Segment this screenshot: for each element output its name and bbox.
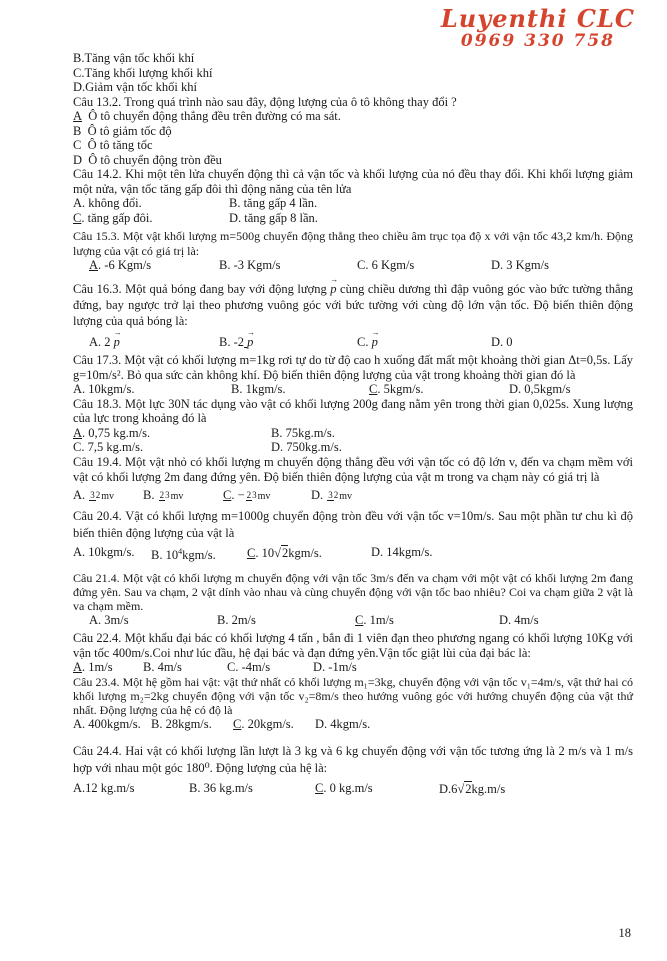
q13-option-a: A Ô tô chuyển động thẳng đều trên đường có ma sát. (73, 109, 341, 123)
q24-option-b: B. 36 kg.m/s (189, 781, 253, 796)
q22-option-b: B. 4m/s (143, 660, 182, 675)
q23-options (73, 717, 633, 732)
q14-option-a: A. không đổi. (73, 196, 142, 210)
q15-option-c: C. 6 Kgm/s (357, 258, 415, 272)
q21-option-c: C. 1m/s (355, 612, 394, 627)
q22-option-a: A. 1m/s (73, 660, 113, 675)
q20-options (73, 542, 633, 563)
question-20-stem: Câu 20.4. Vật có khối lượng m=1000g chuyển động tròn đều với vận tốc v=10m/s. Sau một phần tư chu kì độ biến thiên động lượng của vật là (73, 509, 633, 540)
answer-line: D.Giảm vận tốc khối khí (73, 80, 197, 94)
q20-option-d: D. 14kgm/s. (371, 545, 433, 559)
q18-option-b: B. 75kg.m/s. (271, 425, 335, 440)
q22-option-c: C. -4m/s (227, 660, 271, 675)
q16-options (73, 329, 633, 350)
q15-option-b: B. -3 Kgm/s (219, 258, 281, 272)
q18-options-row1 (73, 426, 633, 441)
q16-option-b: B. -2 → p (219, 335, 357, 350)
q23-option-a: A. 400kgm/s. (73, 716, 141, 731)
q24-option-d: D.6√2kg.m/s (439, 782, 506, 797)
q19-options (73, 486, 633, 505)
question-15-stem: Câu 15.3. Một vật khối lượng m=500g chuyển động thẳng theo chiều âm trục tọa độ x với vận tốc 43,2 km/h. Động lượng của vật có giá trị là: (73, 229, 633, 258)
q18-option-c: C. 7,5 kg.m/s. (73, 440, 144, 454)
q15-option-a: A. -6 Kgm/s (89, 258, 152, 272)
q19-option-a: A. 32mv (73, 487, 115, 502)
q21-option-b: B. 2m/s (217, 612, 256, 627)
q16-option-c: C. → p (357, 335, 491, 350)
q22-options (73, 660, 633, 675)
question-21-stem: Câu 21.4. Một vật có khối lượng m chuyển động với vận tốc 3m/s đến va chạm với một vật có khối lượng 2m đang đứng yên. Sau va chạm, 2 vật dính vào nhau và cùng chuyển động với vận tốc bao nhiêu? Coi va chạm giữa 2 vật là va chạm mềm. (73, 570, 633, 613)
q17-option-c: C. 5kgm/s. (369, 382, 424, 396)
q23-option-d: D. 4kgm/s. (315, 716, 371, 731)
q19-option-c: C. − 23mv (223, 487, 271, 502)
question-18-stem: Câu 18.3. Một lực 30N tác dụng vào vật có khối lượng 200g đang nằm yên trong thời gian 0,025s. Xung lượng của lực trong khoảng đó là (73, 396, 633, 425)
question-23-stem: Câu 23.4. Một hệ gồm hai vật: vật thứ nhất có khối lượng m₁=3kg, chuyển động với vận tốc v₁=4m/s, vật thứ hai có khối lượng m₂=2kg chuyển động với vận tốc v₂=8m/s theo hướng vuông góc với hướng chuyển động của vật thứ nhất. Động lượng của hệ có độ là (73, 674, 633, 717)
q23-option-b: B. 28kgm/s. (151, 716, 212, 731)
q16-option-a: A. 2 → p (89, 335, 219, 350)
q23-option-c: C. 20kgm/s. (233, 716, 294, 731)
momentum-vector: → p (330, 281, 336, 297)
q22-option-d: D. -1m/s (313, 660, 357, 675)
answer-line: B.Tăng vận tốc khối khí (73, 51, 195, 65)
q14-options-row2 (73, 211, 633, 226)
q24-option-a: A.12 kg.m/s (73, 781, 135, 796)
question-24-stem: Câu 24.4. Hai vật có khối lượng lần lượt là 3 kg và 6 kg chuyển động với vận tốc tương ứng là 2 m/s và 1 m/s hợp với nhau một góc 180⁰. Động lượng của hệ là: (73, 744, 633, 776)
q14-option-b: B. tăng gấp 4 lần. (229, 196, 318, 210)
q19-option-d: D. 32mv (311, 487, 353, 502)
question-13-stem: Câu 13.2. Trong quá trình nào sau đây, động lượng của ô tô không thay đổi ? (73, 94, 457, 109)
question-17-stem: Câu 17.3. Một vật có khối lượng m=1kg rơi tự do từ độ cao h xuống đất mất một khoảng thời gian Δt=0,5s. Lấy g=10m/s². Bỏ qua sức cản không khí. Độ biến thiên động lượng của vật trong khoảng thời gian đó là (73, 353, 633, 382)
question-14-stem: Câu 14.2. Khi một tên lửa chuyển động thì cả vận tốc và khối lượng của nó đều thay đổi. Khi khối lượng giảm một nửa, vận tốc tăng gấp đôi thì động năng của tên lửa (73, 167, 633, 196)
brand-logo (441, 6, 635, 50)
q19-option-b: B. 23mv (143, 487, 184, 502)
q18-option-a: A. 0,75 kg.m/s. (73, 425, 151, 440)
q13-option-c: C Ô tô tăng tốc (73, 138, 153, 152)
q17-option-a: A. 10kgm/s. (73, 382, 135, 396)
question-16-stem: Câu 16.3. Một quả bóng đang bay với động lượng → p cùng chiều dương thì đập vuông góc vào bức tường thẳng đứng, bay ngược trở lại theo phương vuông góc với bức tường với cùng độ lớn vận tốc. Độ biến thiên động lượng của quả bóng là: (73, 281, 633, 329)
q17-options (73, 382, 633, 397)
q15-options (73, 258, 633, 273)
answer-line: C.Tăng khối lượng khối khí (73, 65, 213, 80)
q21-option-d: D. 4m/s (499, 612, 539, 627)
q14-option-d: D. tăng gấp 8 lần. (229, 210, 318, 225)
brand-name: Luyenthi CLC (440, 4, 635, 33)
question-22-stem: Câu 22.4. Một khẩu đại bác có khối lượng 4 tấn , bắn đi 1 viên đạn theo phương ngang có khối lượng 10Kg với vận tốc 400m/s.Coi như lúc đầu, hệ đại bác và đạn đứng yên.Vận tốc giật lùi của đại bác là: (73, 631, 633, 660)
q17-option-b: B. 1kgm/s. (231, 382, 286, 396)
question-19-stem: Câu 19.4. Một vật nhỏ có khối lượng m chuyển động thẳng đều với vận tốc có độ lớn v, đến va chạm mềm với vật có khối lượng 2m đang đứng yên. Độ biến thiên động lượng của vật m trong va chạm này có giá trị là (73, 454, 633, 484)
q18-option-d: D. 750kg.m/s. (271, 440, 342, 454)
q20-option-a: A. 10kgm/s. (73, 545, 135, 559)
q15-option-d: D. 3 Kgm/s (491, 258, 549, 272)
q16-option-d: D. 0 (491, 334, 513, 349)
q13-option-b: B Ô tô giảm tốc độ (73, 123, 172, 138)
document-body (73, 51, 633, 797)
q14-option-c: C. tăng gấp đôi. (73, 210, 153, 225)
q24-options (73, 777, 633, 797)
q14-options-row1 (73, 196, 633, 211)
brand-phone: 0969 330 758 (460, 31, 616, 51)
page-number: 18 (618, 926, 631, 940)
q17-option-d: D. 0,5kgm/s (509, 382, 571, 396)
q21-options (73, 613, 633, 628)
q20-option-c: C. 10√2kgm/s. (247, 546, 322, 560)
q24-option-c: C. 0 kg.m/s (315, 781, 373, 796)
q20-option-b: B. $10^4kgm/s$. (151, 547, 216, 563)
q13-option-d: D Ô tô chuyển động tròn đều (73, 152, 222, 167)
q21-option-a: A. 3m/s (89, 612, 129, 627)
q18-options-row2 (73, 440, 633, 455)
